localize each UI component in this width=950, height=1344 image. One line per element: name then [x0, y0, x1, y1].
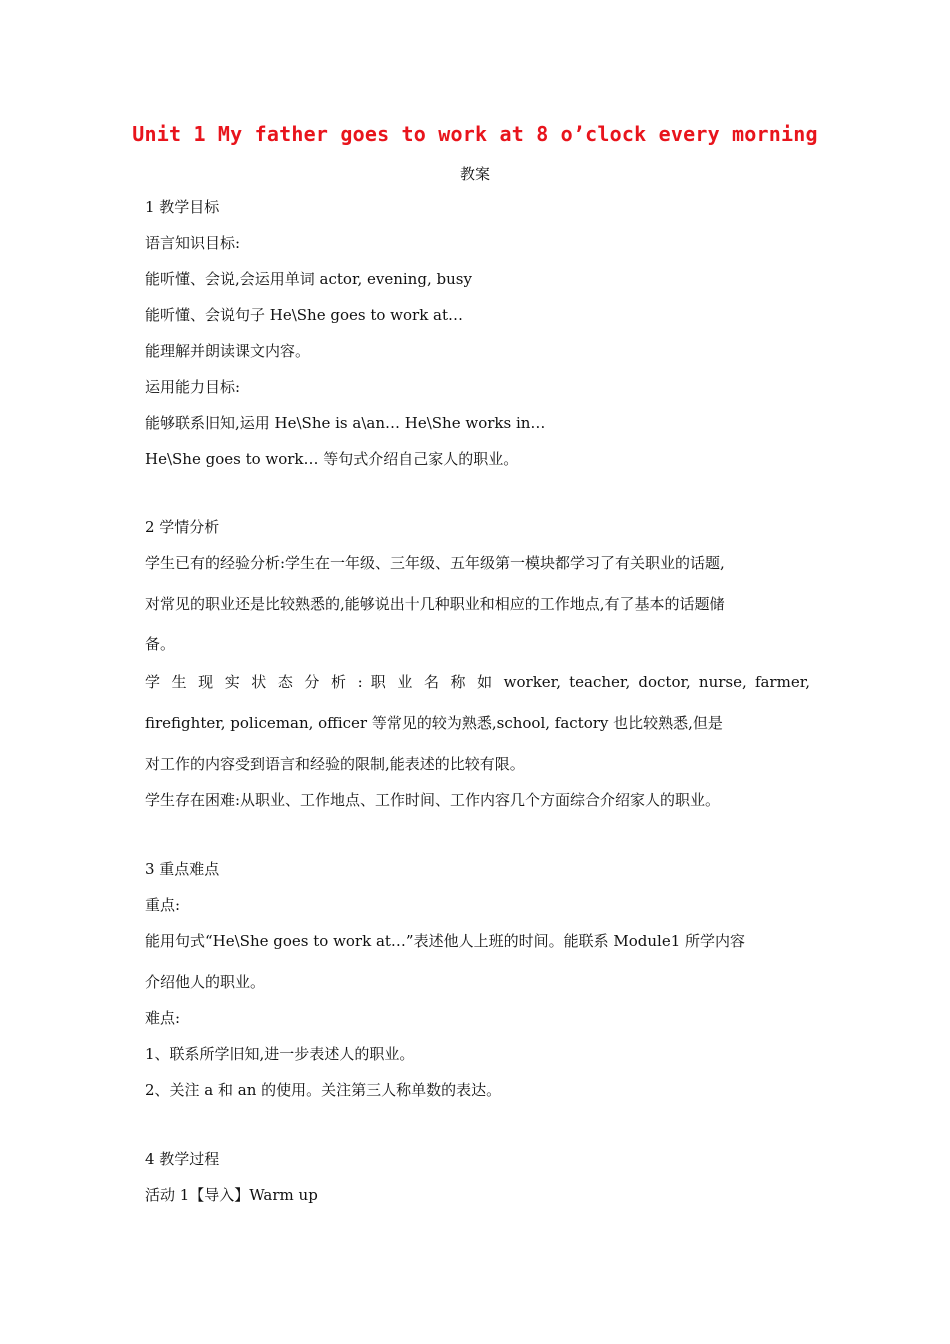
- paragraph-line: 能听懂、会说句子 He\She goes to work at…: [145, 306, 464, 324]
- section-heading-key-points: 3 重点难点: [145, 860, 220, 878]
- section-heading-objectives: 1 教学目标: [145, 198, 220, 216]
- paragraph-line: He\She goes to work… 等句式介绍自己家人的职业。: [145, 450, 519, 468]
- paragraph-line: 备。: [145, 635, 176, 653]
- paragraph-line: 对工作的内容受到语言和经验的限制,能表述的比较有限。: [145, 755, 525, 773]
- paragraph-line: 介绍他人的职业。: [145, 973, 266, 991]
- paragraph-line: firefighter, policeman, officer 等常见的较为熟悉,school, factory 也比较熟悉,但是: [145, 714, 723, 732]
- paragraph-line: 能理解并朗读课文内容。: [145, 342, 311, 360]
- paragraph-line: 难点:: [145, 1009, 181, 1027]
- paragraph-line: 学 生 现 实 状 态 分 析 : 职 业 名 称 如 worker, teacher, doctor, nurse, farmer,: [145, 673, 810, 691]
- paragraph-line: 能用句式“He\She goes to work at…”表述他人上班的时间。能联系 Module1 所学内容: [145, 932, 746, 950]
- paragraph-line: 对常见的职业还是比较熟悉的,能够说出十几种职业和相应的工作地点,有了基本的话题储: [145, 595, 725, 613]
- paragraph-line: 能够联系旧知,运用 He\She is a\an… He\She works in…: [145, 414, 546, 432]
- section-heading-procedure: 4 教学过程: [145, 1150, 220, 1168]
- paragraph-line: 1、联系所学旧知,进一步表述人的职业。: [145, 1045, 415, 1063]
- paragraph-line: 2、关注 a 和 an 的使用。关注第三人称单数的表达。: [145, 1081, 502, 1099]
- paragraph-line: 活动 1【导入】Warm up: [145, 1186, 318, 1204]
- paragraph-line: 学生已有的经验分析:学生在一年级、三年级、五年级第一模块都学习了有关职业的话题,: [145, 554, 725, 572]
- document-subtitle: 教案: [459, 165, 490, 183]
- paragraph-line: 重点:: [145, 896, 181, 914]
- paragraph-line: 学生存在困难:从职业、工作地点、工作时间、工作内容几个方面综合介绍家人的职业。: [145, 791, 721, 809]
- paragraph-line: 语言知识目标:: [145, 234, 241, 252]
- paragraph-line: 运用能力目标:: [145, 378, 241, 396]
- section-heading-analysis: 2 学情分析: [145, 518, 220, 536]
- paragraph-line: 能听懂、会说,会运用单词 actor, evening, busy: [145, 270, 472, 288]
- document-title: Unit 1 My father goes to work at 8 o’clock every morning: [132, 122, 818, 146]
